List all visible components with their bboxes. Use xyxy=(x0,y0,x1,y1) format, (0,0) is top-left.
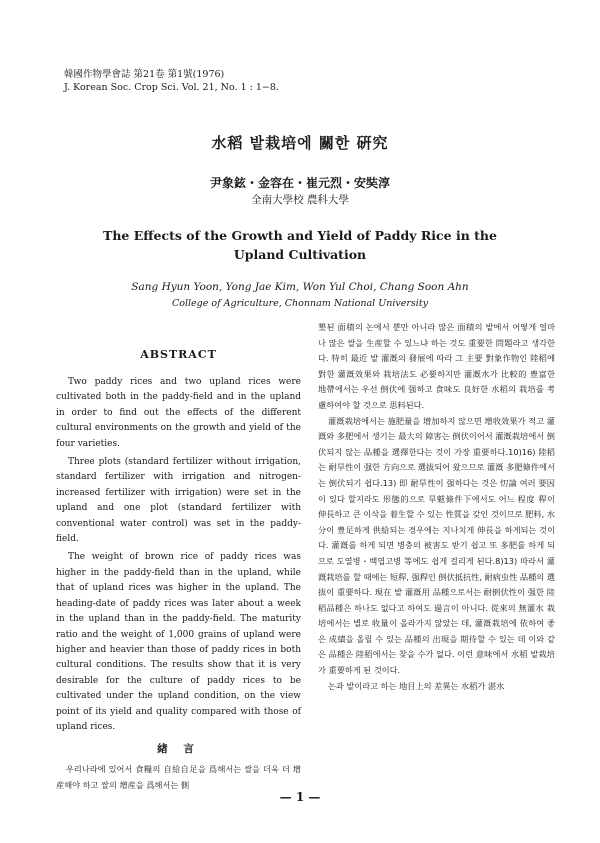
abstract-heading: ABSTRACT xyxy=(140,348,217,361)
affiliation-english: College of Agriculture, Chonnam National University xyxy=(171,298,429,309)
introduction-heading: 緖 言 xyxy=(157,743,200,756)
paper-title-korean: 水稻 밭栽培에 關한 硏究 xyxy=(211,134,389,152)
introduction-paragraph-continued: 墾된 面積의 논에서 뿐만 아니라 많은 面積의 밭에서 어떻게 얼마나 많은 쌀을 生産할 수 있느냐 하는 것도 重要한 問題라고 생각한다. 特히 最近 밭 灌漑의 發展에 따라 그 主要 對象作物인 陸稻에 對한 灌漑效果와 栽培法도 必要하지만 灌漑水가 比較的 豊富한 地帶에서는 우선 倒伏에 强하고 食味도 良好한 水稻의 栽培를 考慮하여야 할 것으로 思料된다. xyxy=(318,322,555,410)
page-number: — 1 — xyxy=(279,790,321,804)
authors-korean: 尹象鉉・金容在・崔元烈・安奘淳 xyxy=(209,176,390,190)
introduction-paragraph-start: 우리나라에 있어서 食糧의 自給自足을 爲해서는 쌀을 더욱 더 增産해야 하고 쌀의 增産을 爲해서는 側 xyxy=(56,764,301,790)
right-column xyxy=(318,320,555,694)
abstract-paragraph-1: Two paddy rices and two upland rices were cultivated both in the paddy-field and in the upland in order to find out the effects of the different cultural environments on the growth and yield of the four varieties. xyxy=(56,377,301,449)
journal-name-ko: 韓國作物學會誌 第21卷 第1號(1976) xyxy=(64,69,225,80)
abstract-paragraph-2: Three plots (standard fertilizer without irrigation, standard fertilizer with irrigation and nitrogen-increased fertilizer with irrigation) were set in the upland and one plot (standard fertilizer with conventional water control) was set in the paddy-field. xyxy=(56,457,301,545)
introduction-paragraph-2: 灌漑栽培에서는 施肥量을 增加하지 않으면 增收效果가 적고 灌漑와 多肥에서 생기는 最大의 障害는 倒伏이어서 灌漑栽培에서 倒伏되지 않는 品種을 選擇한다는 것이 가장 重要하다.10)16) 陸稻는 耐旱性이 强한 方向으로 選拔되어 왔으므로 灌漑 多肥條件에서는 倒伏되기 쉽다.13) 即 耐旱性이 强하다는 것은 忉論 여러 要因이 있다 할지라도 形態的으로 旱魃條件下에서도 어느 程度 稈이 伸長하고 큰 이삭을 着生할 수 있는 性質을 갖인 것이므로 肥料, 水分이 豊足하게 供給되는 경우에는 지나치게 伸長을 하게되는 것이다. 灌漑를 하게 되면 병충의 被害도 받기 쉽고 또 多肥를 하게 되므로 도열병・백엽고병 等에도 쉽게 걸리게 된다.8)13) 따라서 灌漑栽培를 할 때에는 短稈, 强稈인 倒伏抵抗性, 耐病虫性 品種의 選拔이 重要하다. 現在 밭 灌漑用 品種으로서는 耐倒伏性이 强한 陸稻品種은 하나도 없다고 하여도 過言이 아니다. 從來의 無灌水 栽培에서는 별로 收量이 올라가지 않았는 데, 灌漑栽培에 依하여 좋은 成績을 올릴 수 있는 品種의 出現을 期待할 수 있는 데 이와 같은 品種은 陸稻에서는 찾을 수가 없다. 이런 意味에서 水稻 밭栽培가 重要하게 된 것이다. xyxy=(318,415,555,676)
affiliation-korean: 全南大學校 農科大學 xyxy=(251,194,349,206)
paper-title-english: The Effects of the Growth and Yield of Paddy Rice in the Upland Cultivation xyxy=(103,228,497,262)
authors-english: Sang Hyun Yoon, Yong Jae Kim, Won Yul Choi, Chang Soon Ahn xyxy=(131,281,469,293)
journal-citation xyxy=(64,68,279,94)
abstract-paragraph-3: The weight of brown rice of paddy rices was higher in the paddy-field than in the upland, while that of upland rices was higher in the upland. The heading-date of paddy rices was later about a week in the upland than in the paddy-field. The maturity ratio and the weight of 1,000 grains of upland were higher and heavier than those of paddy rices in both cultural conditions. The results show that it is very desirable for the culture of paddy rices to be cultivated under the upland condition, on the view point of its yield and quality compared with those of upland rices. xyxy=(56,552,301,732)
journal-name-en: J. Korean Soc. Crop Sci. Vol. 21, No. 1 : 1−8. xyxy=(64,82,279,93)
introduction-paragraph-3: 논과 밭이라고 하는 地目上의 差異는 水稻가 湛水 xyxy=(328,680,505,691)
left-column xyxy=(56,338,301,794)
